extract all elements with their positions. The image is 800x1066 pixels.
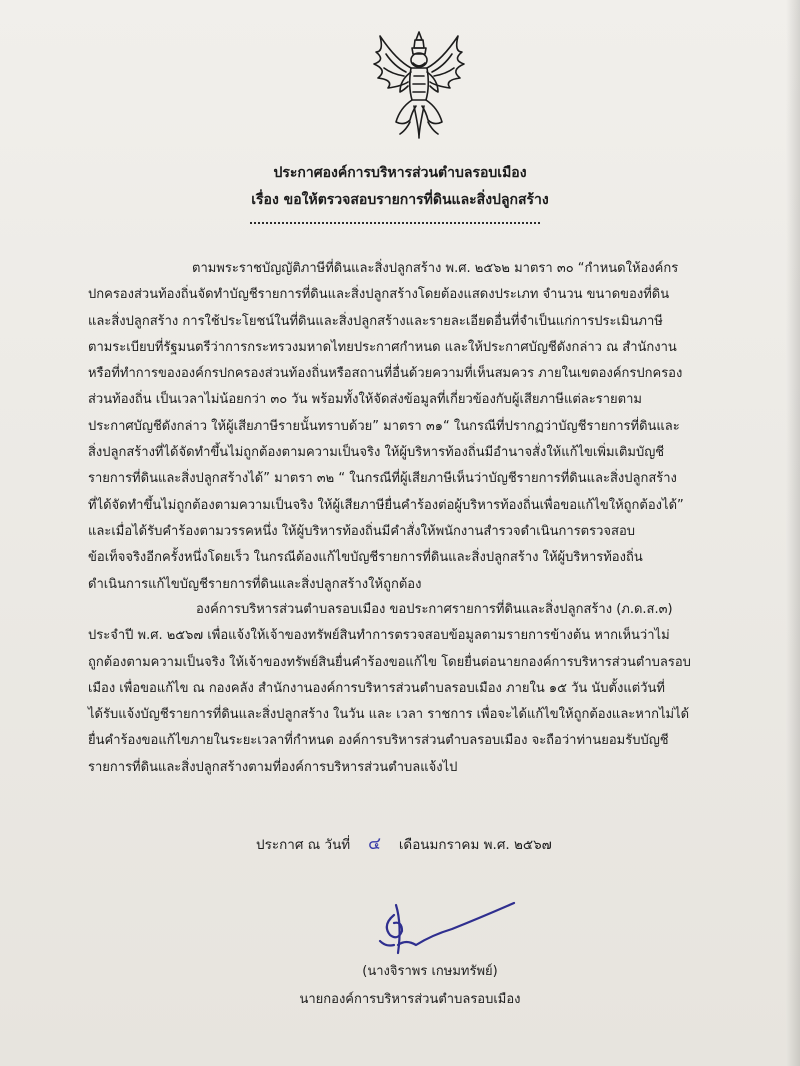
date-day-handwritten: ๔ [368,834,381,854]
announcement-date [256,830,552,857]
announcement-subject: เรื่อง ขอให้ตรวจสอบรายการที่ดินและสิ่งปลูกสร้าง [251,192,549,208]
announcement-title: ประกาศองค์การบริหารส่วนตำบลรอบเมือง [273,165,527,181]
announcement-heading [140,160,660,214]
handwritten-signature-icon [372,895,522,965]
page-edge-shadow [786,0,800,1066]
date-suffix: เดือนมกราคม พ.ศ. ๒๕๖๗ [398,837,552,853]
body-paragraph-2: องค์การบริหารส่วนตำบลรอบเมือง ขอประกาศรายการที่ดินและสิ่งปลูกสร้าง (ภ.ด.ส.๓) ประจำปี พ.ศ. ๒๕๖๗ เพื่อแจ้งให้เจ้าของทรัพย์สินทำการตรวจสอบข้อมูลตามรายการข้างต้น หากเห็นว่าไม่ ถูกต้องตามความเป็นจริง ให้เจ้าของทรัพย์สินยื่นคำร้องขอแก้ไข โดยยื่นต่อนายกองค์การบริหารส่วนตำบลรอบ เมือง เพื่อขอแก้ไข ณ กองคลัง สำนักงานองค์การบริหารส่วนตำบลรอบเมือง ภายใน ๑๕ วัน นับตั้งแต่วันที่ ได้รับแจ้งบัญชีรายการที่ดินและสิ่งปลูกสร้าง ในวัน และ เวลา ราชการ เพื่อจะได้แก้ไขให้ถูกต้องและหากไม่ได้ ยื่นคำร้องขอแก้ไขภายในระยะเวลาที่กำหนด องค์การบริหารส่วนตำบลรอบเมือง จะถือว่าท่านยอมรับบัญชี รายการที่ดินและสิ่งปลูกสร้างตามที่องค์การบริหารส่วนตำบลแจ้งไป [88,602,691,775]
signer-position: นายกองค์การบริหารส่วนตำบลรอบเมือง [299,992,521,1007]
body-paragraph-1: ตามพระราชบัญญัติภาษีที่ดินและสิ่งปลูกสร้าง พ.ศ. ๒๕๖๒ มาตรา ๓๐ “กำหนดให้องค์กร ปกครองส่วนท้องถิ่นจัดทำบัญชีรายการที่ดินและสิ่งปลูกสร้างโดยต้องแสดงประเภท จำนวน ขนาดของที่ดิน และสิ่งปลูกสร้าง การใช้ประโยชน์ในที่ดินและสิ่งปลูกสร้างและรายละเอียดอื่นที่จำเป็นแก่การประเมินภาษี ตามระเบียบที่รัฐมนตรีว่าการกระทรวงมหาดไทยประกาศกำหนด และให้ประกาศบัญชีดังกล่าว ณ สำนักงาน หรือที่ทำการขององค์กรปกครองส่วนท้องถิ่นหรือสถานที่อื่นด้วยความที่เห็นสมควร ภายในเขตองค์กรปกครอง ส่วนท้องถิ่น เป็นเวลาไม่น้อยกว่า ๓๐ วัน พร้อมทั้งให้จัดส่งข้อมูลที่เกี่ยวข้องกับผู้เสียภาษีแต่ละรายตาม ประกาศบัญชีดังกล่าว ให้ผู้เสียภาษีรายนั้นทราบด้วย” มาตรา ๓๑“ ในกรณีที่ปรากฏว่าบัญชีรายการที่ดินและ สิ่งปลูกสร้างที่ได้จัดทำขึ้นไม่ถูกต้องตามความเป็นจริง ให้ผู้บริหารท้องถิ่นมีอำนาจสั่งให้แก้ไขเพิ่มเติมบัญชี รายการที่ดินและสิ่งปลูกสร้างได้” มาตรา ๓๒ “ ในกรณีที่ผู้เสียภาษีเห็นว่าบัญชีรายการที่ดินและสิ่งปลูกสร้าง ที่ได้จัดทำขึ้นไม่ถูกต้องตามความเป็นจริง ให้ผู้เสียภาษียื่นคำร้องต่อผู้บริหารท้องถิ่นเพื่อขอแก้ไขให้ถูกต้องได้” และเมื่อได้รับคำร้องตามวรรคหนึ่ง ให้ผู้บริหารท้องถิ่นมีคำสั่งให้พนักงานสำรวจดำเนินการตรวจสอบ ข้อเท็จจริงอีกครั้งหนึ่งโดยเร็ว ในกรณีต้องแก้ไขบัญชีรายการที่ดินและสิ่งปลูกสร้าง ให้ผู้บริหารท้องถิ่น ดำเนินการแก้ไขบัญชีรายการที่ดินและสิ่งปลูกสร้างให้ถูกต้อง [88,261,684,592]
dotted-divider [250,222,540,224]
signer-name: (นางจิราพร เกษมทรัพย์) [362,964,498,979]
garuda-emblem-icon [366,30,472,140]
date-prefix: ประกาศ ณ วันที่ [256,837,351,853]
